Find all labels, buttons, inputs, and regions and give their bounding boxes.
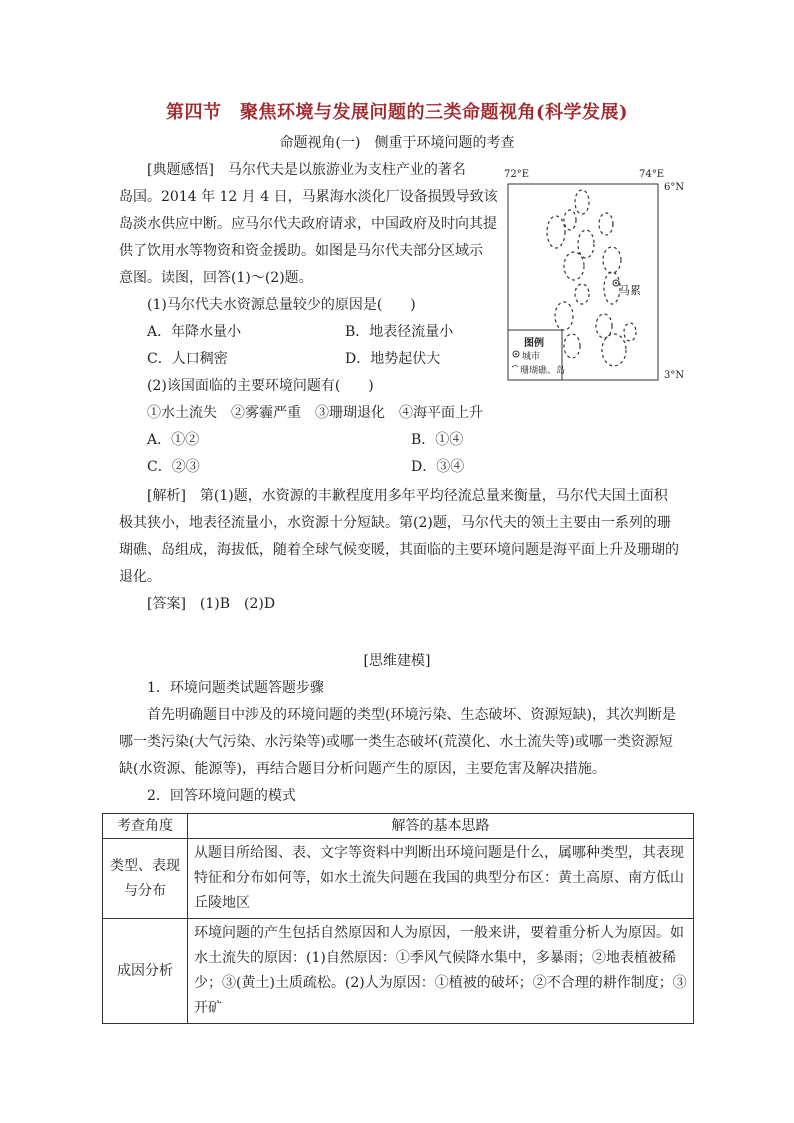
table-header-angle: 考查角度 bbox=[103, 814, 188, 839]
q2-option-c: C．②③ bbox=[147, 459, 200, 475]
analysis-line-3: 瑚礁、岛组成，海拔低，随着全球气候变暖，其面临的主要环境问题是海平面上升及珊瑚的 bbox=[119, 542, 679, 558]
thinking-model-title: [思维建模] bbox=[363, 653, 431, 669]
answer-line: [答案] (1)B (2)D bbox=[147, 596, 276, 612]
table-header-row bbox=[103, 814, 694, 839]
q1-option-d: D．地势起伏大 bbox=[345, 351, 441, 367]
legend-title: 图例 bbox=[524, 338, 544, 349]
step1-title: 1．环境问题类试题答题步骤 bbox=[147, 680, 324, 696]
q2-option-b: B．①④ bbox=[411, 432, 464, 448]
map-lon-left: 72°E bbox=[504, 169, 530, 180]
environment-answer-table bbox=[102, 813, 694, 1024]
table-header-approach: 解答的基本思路 bbox=[188, 814, 694, 839]
page-title: 第四节 聚焦环境与发展问题的三类命题视角(科学发展) bbox=[165, 102, 629, 123]
q1-stem: (1)马尔代夫水资源总量较少的原因是( ) bbox=[147, 297, 416, 313]
table-row2-approach: 环境问题的产生包括自然原因和人为原因，一般来讲，要着重分析人为原因。如水土流失的原因：(1)自然原因：①季风气候降水集中，多暴雨；②地表植被稀少；③(黄土)土质疏松。(2)人为原因：①植被的破坏；②不合理的耕作制度；③开矿 bbox=[188, 919, 694, 1024]
maldives-map bbox=[494, 160, 685, 390]
q2-option-a: A．①② bbox=[147, 432, 200, 448]
table-row1-approach: 从题目所给图、表、文字等资料中判断出环境问题是什么，属哪种类型，其表现特征和分布如何等，如水土流失问题在我国的典型分布区：黄土高原、南方低山丘陵地区 bbox=[188, 839, 694, 919]
intro-line-4: 供了饮用水等物资和资金援助。如图是马尔代夫部分区域示 bbox=[119, 243, 483, 259]
intro-line-3: 岛淡水供应中断。应马尔代夫政府请求，中国政府及时向其提 bbox=[119, 216, 497, 232]
map-city-label: 马累 bbox=[619, 284, 641, 297]
analysis-line-1: [解析] 第(1)题，水资源的丰歉程度用多年平均径流总量来衡量，马尔代夫国土面积 bbox=[147, 488, 668, 504]
intro-line-1: [典题感悟] 马尔代夫是以旅游业为支柱产业的著名 bbox=[147, 162, 466, 178]
table-row bbox=[103, 839, 694, 919]
intro-line-2: 岛国。2014 年 12 月 4 日，马累海水淡化厂设备损毁导致该 bbox=[119, 189, 498, 205]
analysis-line-4: 退化。 bbox=[119, 569, 161, 585]
map-lat-bottom: 3°N bbox=[664, 370, 685, 381]
legend-reef-text: 珊瑚礁、岛 bbox=[520, 366, 566, 376]
step1-line-2: 哪一类污染(大气污染、水污染等)或哪一类生态破坏(荒漠化、水土流失等)或哪一类资源短 bbox=[119, 734, 673, 750]
legend-city-text: 城市 bbox=[522, 352, 541, 362]
table-row bbox=[103, 919, 694, 1024]
analysis-line-2: 极其狭小，地表径流量小，水资源十分短缺。第(2)题，马尔代夫的领土主要由一系列的珊 bbox=[119, 515, 671, 531]
table-row1-angle: 类型、表现与分布 bbox=[103, 839, 188, 919]
q2-items: ①水土流失 ②雾霾严重 ③珊瑚退化 ④海平面上升 bbox=[147, 405, 483, 421]
step1-line-3: 缺(水资源、能源等)，再结合题目分析问题产生的原因，主要危害及解决措施。 bbox=[119, 761, 606, 777]
map-lat-top: 6°N bbox=[664, 182, 685, 193]
section-subtitle: 命题视角(一) 侧重于环境问题的考查 bbox=[279, 135, 515, 151]
step2-title: 2．回答环境问题的模式 bbox=[147, 788, 296, 804]
intro-line-5: 意图。读图，回答(1)～(2)题。 bbox=[119, 270, 313, 286]
table-row2-angle: 成因分析 bbox=[103, 919, 188, 1024]
q1-option-a: A．年降水量小 bbox=[147, 324, 242, 340]
map-lon-right: 74°E bbox=[639, 169, 665, 180]
q1-option-b: B．地表径流量小 bbox=[345, 324, 454, 340]
q2-stem: (2)该国面临的主要环境问题有( ) bbox=[147, 378, 374, 394]
step1-line-1: 首先明确题目中涉及的环境问题的类型(环境污染、生态破坏、资源短缺)，其次判断是 bbox=[147, 707, 676, 723]
q2-option-d: D．③④ bbox=[411, 459, 465, 475]
q1-option-c: C．人口稠密 bbox=[147, 351, 228, 367]
